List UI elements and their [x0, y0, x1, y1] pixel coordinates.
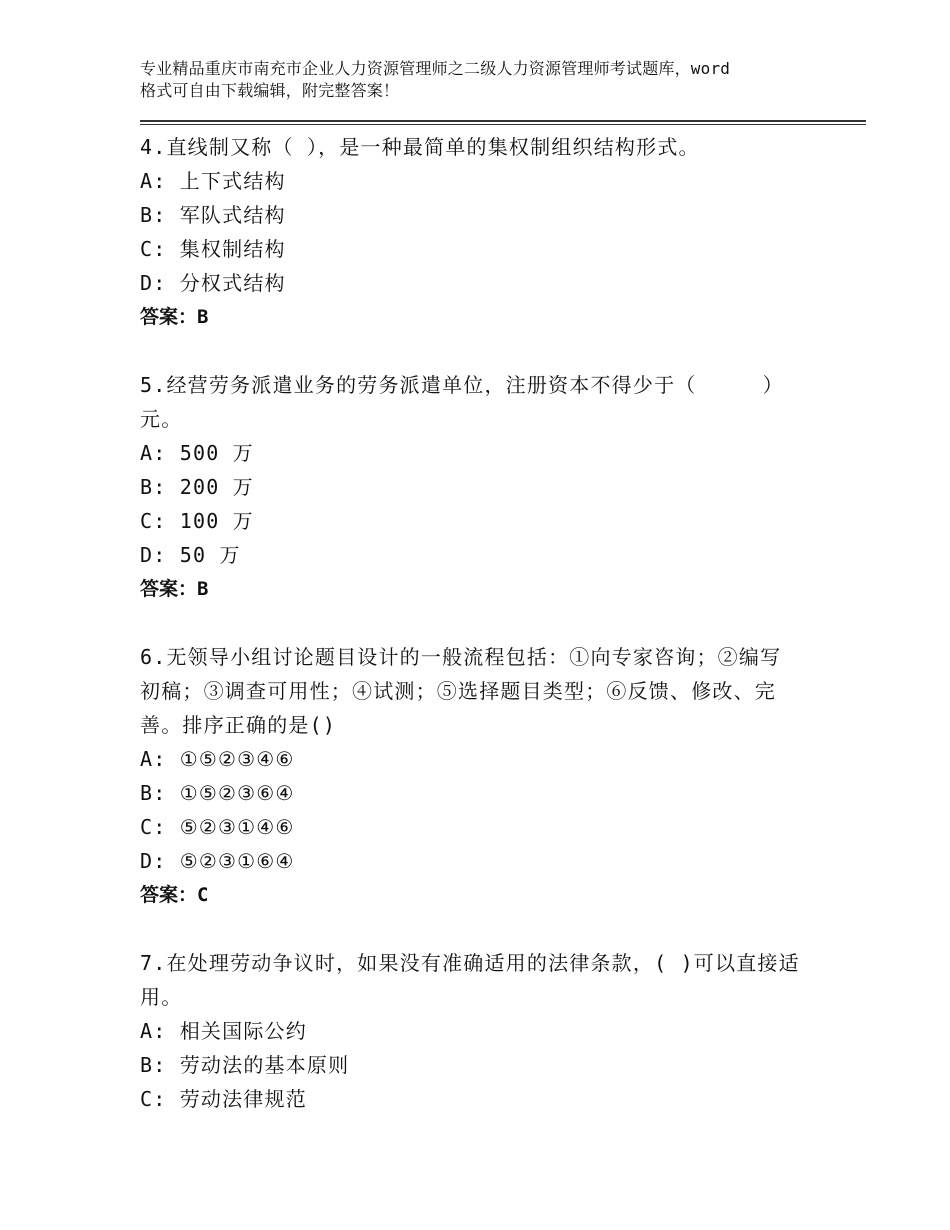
option-b: B: 200 万 [140, 475, 254, 499]
option-b: B: 军队式结构 [140, 203, 286, 227]
option-d: D: 分权式结构 [140, 271, 286, 295]
option-a: A: 500 万 [140, 441, 254, 465]
option-c: C: 100 万 [140, 509, 254, 533]
document-header [140, 58, 840, 102]
option-a: A: 相关国际公约 [140, 1019, 307, 1043]
question-stem: 6.无领导小组讨论题目设计的一般流程包括：①向专家咨询；②编写 [140, 645, 782, 669]
question-stem-cont: 善。排序正确的是() [140, 713, 337, 737]
question-stem: 5.经营劳务派遣业务的劳务派遣单位，注册资本不得少于（ ） [140, 373, 784, 397]
option-c: C: ⑤②③①④⑥ [140, 815, 295, 839]
option-c: C: 劳动法律规范 [140, 1087, 307, 1111]
option-c: C: 集权制结构 [140, 237, 286, 261]
question-7 [140, 946, 820, 1116]
header-rule-thin [140, 124, 866, 125]
answer-label: 答案：C [140, 884, 209, 906]
answer-label: 答案：B [140, 306, 209, 328]
option-b: B: ①⑤②③⑥④ [140, 781, 295, 805]
question-6 [140, 640, 820, 912]
option-d: D: 50 万 [140, 543, 241, 567]
question-4 [140, 130, 820, 334]
option-d: D: ⑤②③①⑥④ [140, 849, 295, 873]
option-b: B: 劳动法的基本原则 [140, 1053, 350, 1077]
option-a: A: 上下式结构 [140, 169, 286, 193]
question-stem: 4.直线制又称（ ），是一种最简单的集权制组织结构形式。 [140, 135, 700, 159]
question-list [140, 130, 820, 1116]
question-5 [140, 368, 820, 606]
header-line-2: 格式可自由下载编辑，附完整答案！ [140, 81, 400, 100]
question-stem-cont: 元。 [140, 407, 183, 431]
header-rule-thick [140, 120, 866, 122]
header-line-1: 专业精品重庆市南充市企业人力资源管理师之二级人力资源管理师考试题库，word [140, 59, 731, 78]
option-a: A: ①⑤②③④⑥ [140, 747, 295, 771]
question-stem: 7.在处理劳动争议时，如果没有准确适用的法律条款，( )可以直接适 [140, 951, 800, 975]
question-stem-cont: 初稿；③调查可用性；④试测；⑤选择题目类型；⑥反馈、修改、完 [140, 679, 776, 703]
question-stem-cont: 用。 [140, 985, 183, 1009]
answer-label: 答案：B [140, 578, 209, 600]
